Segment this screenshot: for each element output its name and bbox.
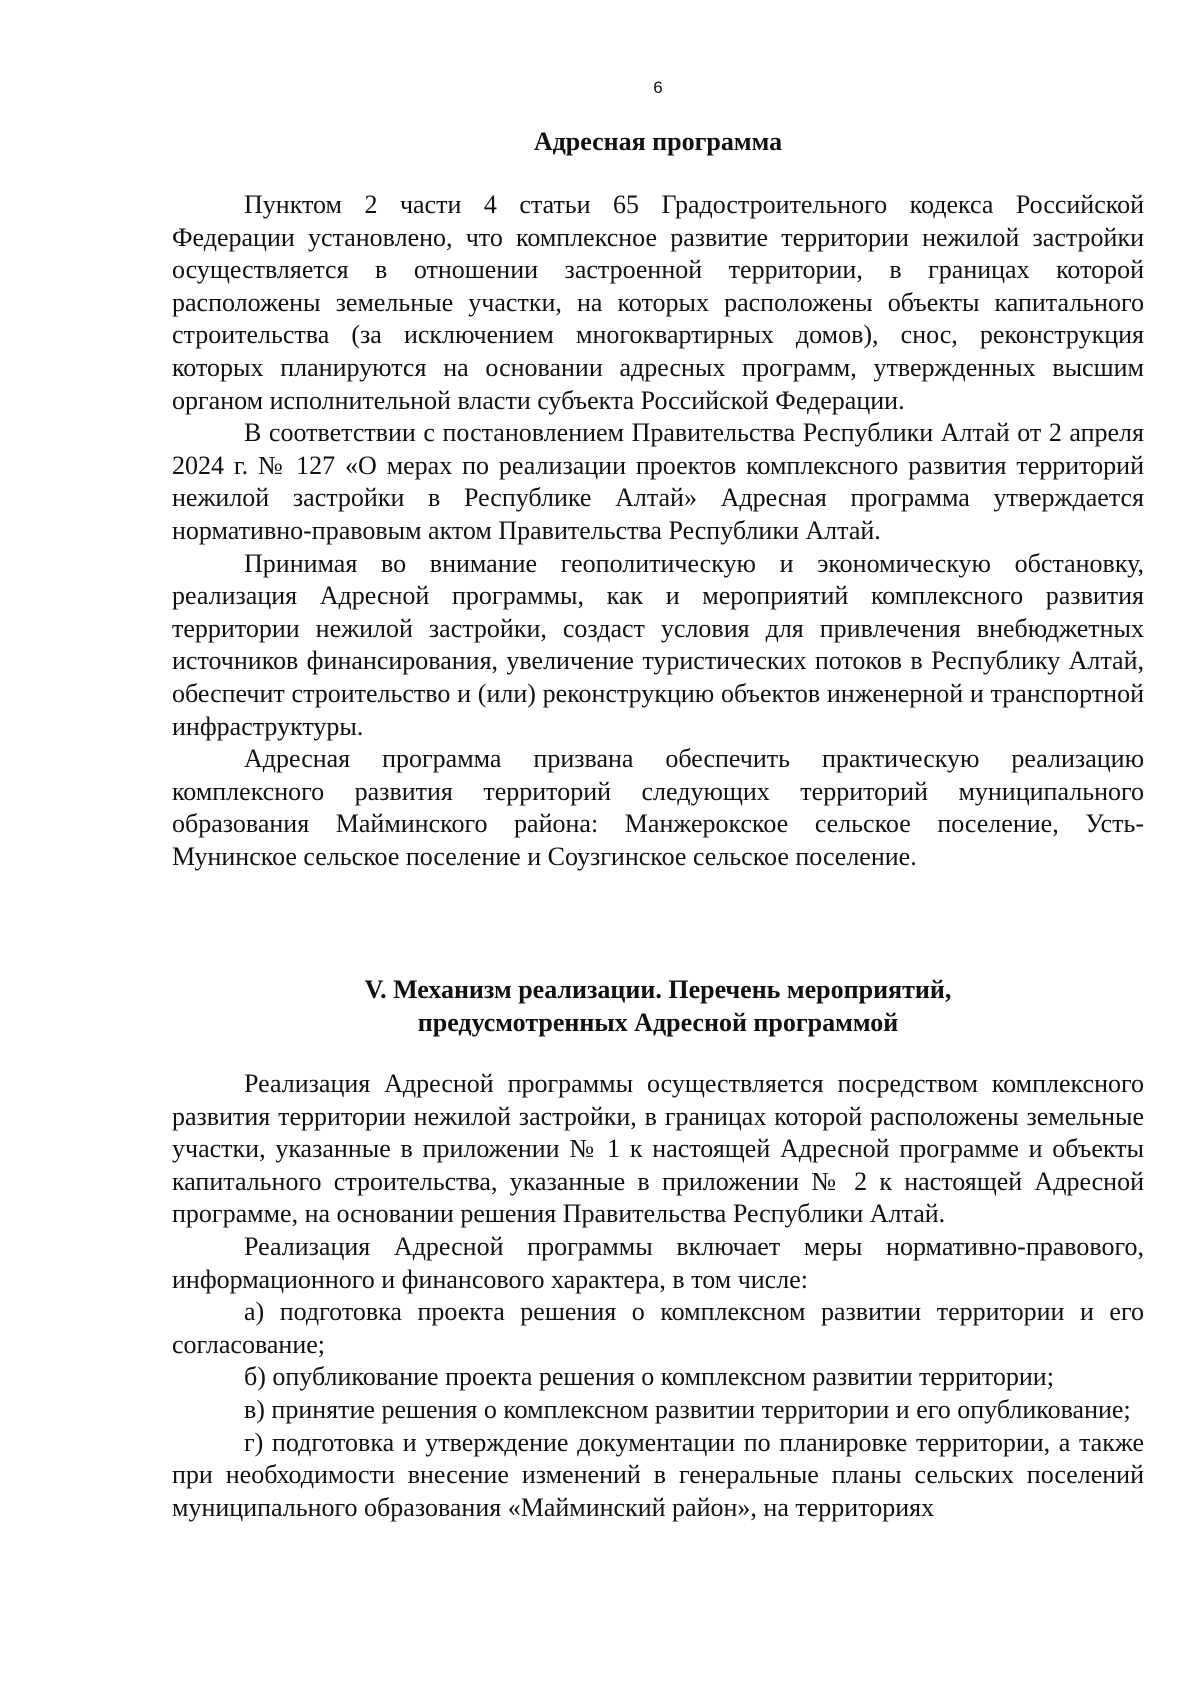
section-title-line: предусмотренных Адресной программой bbox=[417, 1007, 899, 1037]
list-item: а) подготовка проекта решения о комплексном развитии территории и его согласование; bbox=[172, 1297, 1144, 1359]
paragraph: В соответствии с постановлением Правительства Республики Алтай от 2 апреля 2024 г. № 127 «О мерах по реализации проектов комплексного развития территорий нежилой застройки в Республике Алтай» Адресная программа утверждается нормативно-правовым актом Правительства Республики Алтай. bbox=[172, 418, 1144, 545]
paragraph: Реализация Адресной программы осуществляется посредством комплексного развития территории нежилой застройки, в границах которой расположены земельные участки, указанные в приложении № 1 к настоящей Адресной программе и объекты капитального строительства, указанные в приложении № 2 к настоящей Адресной программе, на основании решения Правительства Республики Алтай. bbox=[172, 1069, 1144, 1229]
section-implementation-mechanism bbox=[172, 1068, 1144, 1524]
paragraph: Пунктом 2 части 4 статьи 65 Градостроительного кодекса Российской Федерации установлено, что комплексное развитие территории нежилой застройки осуществляется в отношении застроенной территории, в границах которой расположены земельные участки, на которых расположены объекты капитального строительства (за исключением многоквартирных домов), снос, реконструкция которых планируются на основании адресных программ, утвержденных высшим органом исполнительной власти субъекта Российской Федерации. bbox=[172, 190, 1144, 415]
paragraph: Принимая во внимание геополитическую и экономическую обстановку, реализация Адресной программы, как и мероприятий комплексного развития территории нежилой застройки, создаст условия для привлечения внебюджетных источников финансирования, увеличение туристических потоков в Республику Алтай, обеспечит строительство и (или) реконструкцию объектов инженерной и транспортной инфраструктуры. bbox=[172, 548, 1144, 741]
section-title-address-program: Адресная программа bbox=[533, 127, 783, 156]
section-title-implementation-mechanism bbox=[172, 974, 1144, 1039]
page-number: 6 bbox=[653, 78, 663, 97]
paragraph: Адресная программа призвана обеспечить практическую реализацию комплексного развития территорий следующих территорий муниципального образования Майминского района: Манжерокское сельское поселение, Усть-Мунинское сельское поселение и Соузгинское сельское поселение. bbox=[172, 744, 1144, 871]
section-address-program bbox=[172, 189, 1144, 873]
list-item: г) подготовка и утверждение документации по планировке территории, а также при необходимости внесение изменений в генеральные планы сельских поселений муниципального образования «Майминский район», на территориях bbox=[172, 1427, 1144, 1522]
section-title-line: V. Механизм реализации. Перечень мероприятий, bbox=[364, 975, 952, 1004]
list-item: б) опубликование проекта решения о комплексном развитии территории; bbox=[244, 1362, 1054, 1392]
list-item: в) принятие решения о комплексном развитии территории и его опубликование; bbox=[244, 1394, 1131, 1424]
paragraph: Реализация Адресной программы включает меры нормативно-правового, информационного и финансового характера, в том числе: bbox=[172, 1231, 1144, 1294]
